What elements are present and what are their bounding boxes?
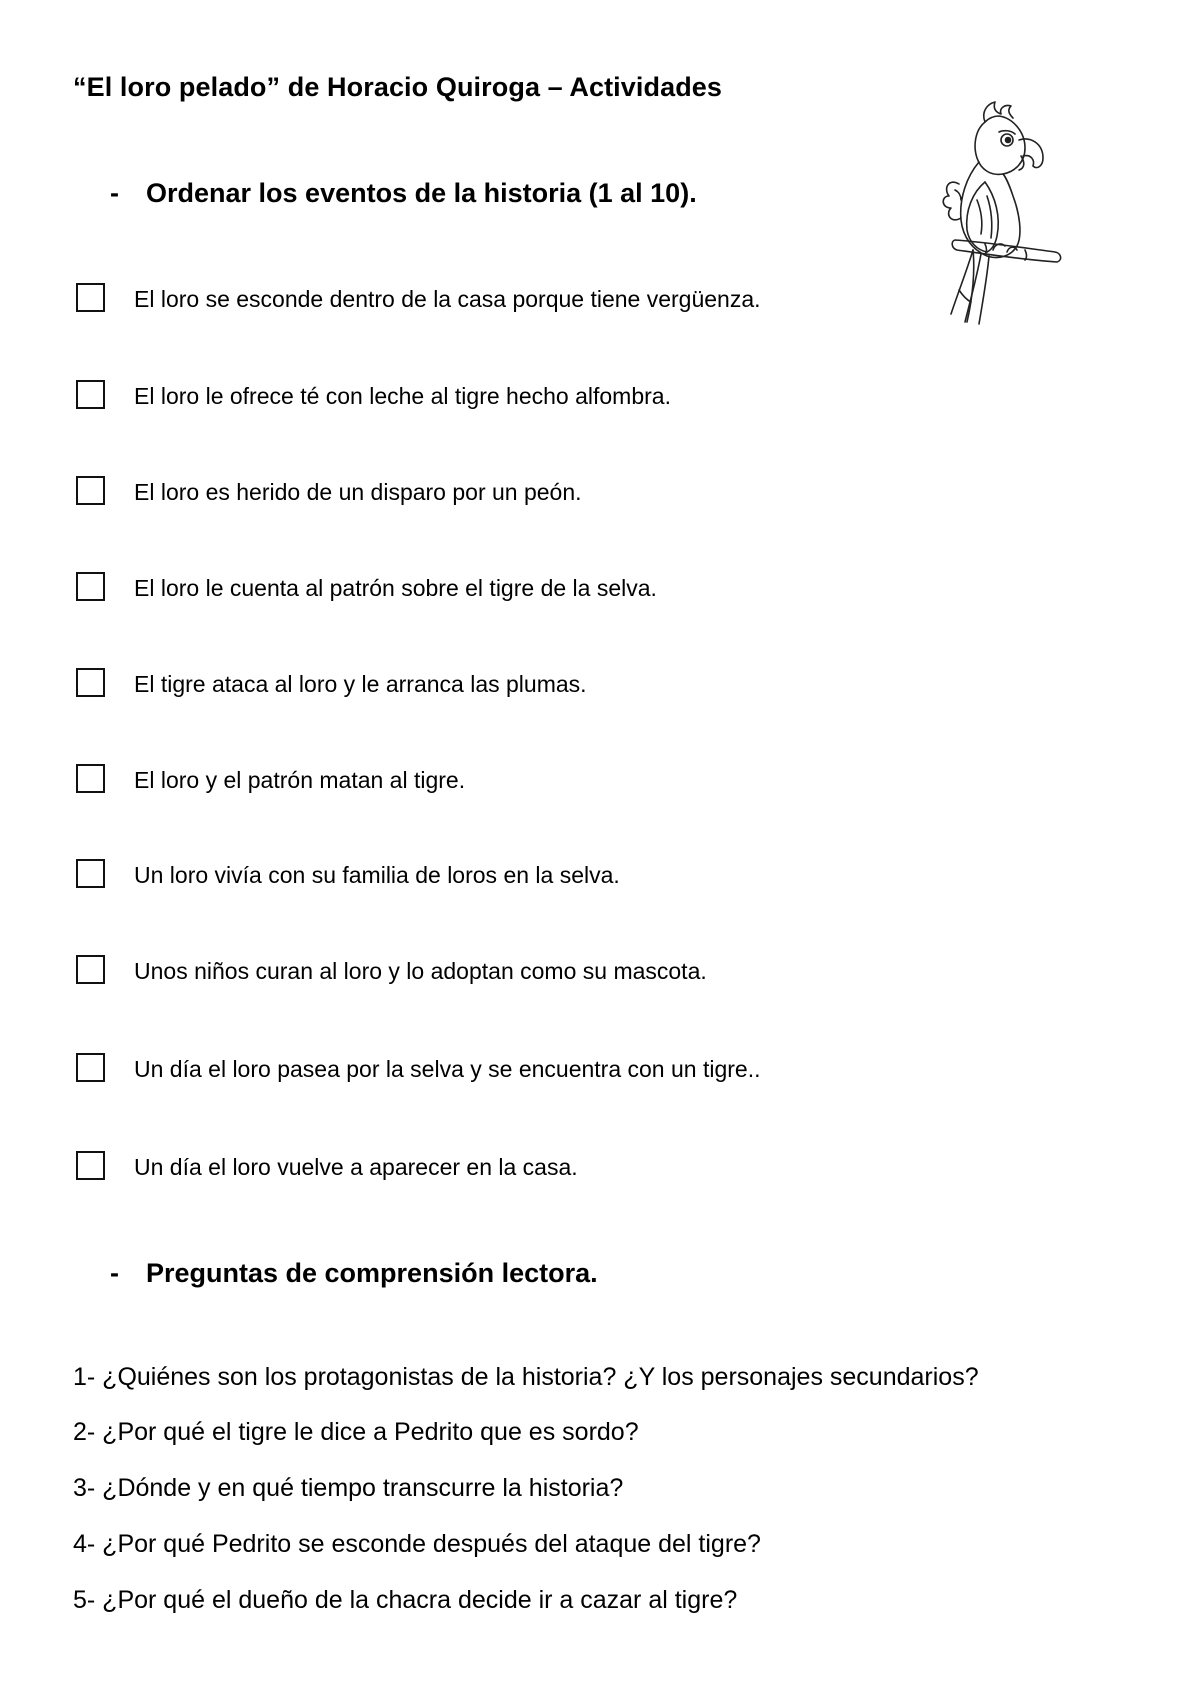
list-item [76,665,1076,699]
question-item: 3- ¿Dónde y en qué tiempo transcurre la historia? [73,1474,624,1502]
heading-bullet: - [110,178,119,208]
order-checkbox[interactable] [76,955,105,984]
order-checkbox[interactable] [76,764,105,793]
page-title: “El loro pelado” de Horacio Quiroga – Actividades [73,72,723,102]
order-checkbox[interactable] [76,859,105,888]
section-heading-comprehension [110,1258,598,1289]
event-text: El loro le ofrece té con leche al tigre hecho alfombra. [134,383,671,409]
event-text: Unos niños curan al loro y lo adoptan como su mascota. [134,958,707,984]
event-text: El loro y el patrón matan al tigre. [134,767,466,793]
heading-bullet: - [110,1258,119,1288]
event-text: Un día el loro pasea por la selva y se encuentra con un tigre.. [134,1056,761,1082]
list-item [76,952,1076,986]
list-item [76,473,1076,507]
event-text: El loro le cuenta al patrón sobre el tigre de la selva. [134,575,657,601]
event-text: El tigre ataca al loro y le arranca las plumas. [134,671,587,697]
event-text: El loro se esconde dentro de la casa porque tiene vergüenza. [134,286,761,312]
list-item [76,856,1076,890]
question-item: 5- ¿Por qué el dueño de la chacra decide ir a cazar al tigre? [73,1586,738,1614]
question-item: 1- ¿Quiénes son los protagonistas de la historia? ¿Y los personajes secundarios? [73,1363,979,1391]
order-checkbox[interactable] [76,1151,105,1180]
list-item [76,280,1076,314]
heading-text: Preguntas de comprensión lectora. [146,1258,598,1288]
order-checkbox[interactable] [76,668,105,697]
list-item [76,1050,1076,1084]
section-heading-order-events [110,178,697,209]
event-text: Un día el loro vuelve a aparecer en la casa. [134,1154,578,1180]
question-item: 4- ¿Por qué Pedrito se esconde después del ataque del tigre? [73,1530,761,1558]
question-item: 2- ¿Por qué el tigre le dice a Pedrito que es sordo? [73,1418,639,1446]
list-item [76,377,1076,411]
list-item [76,761,1076,795]
event-text: El loro es herido de un disparo por un peón. [134,479,582,505]
order-checkbox[interactable] [76,1053,105,1082]
order-checkbox[interactable] [76,476,105,505]
order-checkbox[interactable] [76,380,105,409]
order-checkbox[interactable] [76,283,105,312]
order-checkbox[interactable] [76,572,105,601]
list-item [76,569,1076,603]
heading-text: Ordenar los eventos de la historia (1 al 10). [146,178,697,208]
event-text: Un loro vivía con su familia de loros en la selva. [134,862,620,888]
list-item [76,1148,1076,1182]
